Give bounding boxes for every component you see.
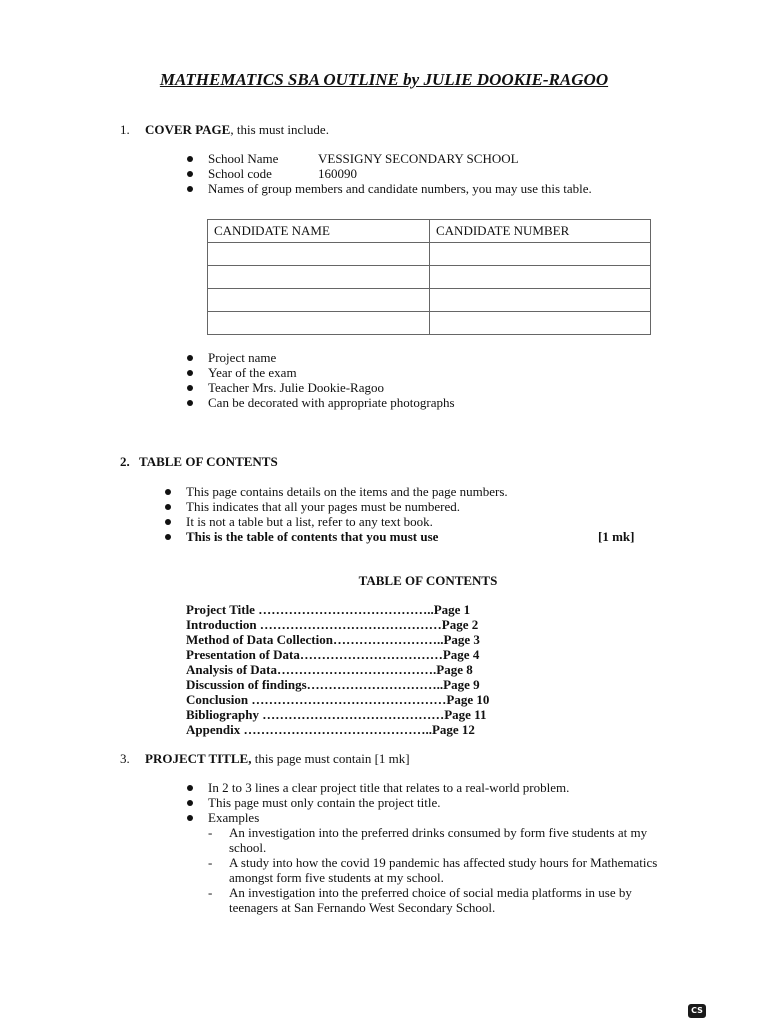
example-item (204, 855, 674, 885)
school-name-label: School Name (208, 151, 279, 166)
list-item (185, 166, 592, 181)
list-item-text: Year of the exam (208, 365, 297, 380)
table-row (208, 312, 651, 335)
list-item (185, 795, 569, 810)
mark-label: [1 mk] (598, 529, 635, 544)
section-title: TABLE OF CONTENTS (139, 454, 278, 469)
list-item-text: This indicates that all your pages must be numbered. (186, 499, 461, 514)
list-item (185, 181, 592, 196)
list-item-text: Names of group members and candidate numbers, you may use this table. (208, 181, 592, 196)
list-item (185, 350, 455, 365)
list-item (185, 151, 592, 166)
section-title: PROJECT TITLE, (145, 751, 252, 766)
table-cell (430, 289, 651, 312)
section-number: 2. (120, 454, 130, 469)
section-subtitle: , this must include. (230, 122, 329, 137)
table-cell (430, 312, 651, 335)
page-title: MATHEMATICS SBA OUTLINE by JULIE DOOKIE-RAGOO (159, 70, 609, 89)
list-item-text: In 2 to 3 lines a clear project title that relates to a real-world problem. (208, 780, 570, 795)
toc-entry: Analysis of Data……………………………….Page 8 (186, 662, 473, 677)
candidate-table (207, 219, 651, 335)
list-item-text: Examples (208, 810, 260, 825)
list-item-text: Can be decorated with appropriate photographs (208, 395, 455, 410)
list-item-text: A study into how the covid 19 pandemic has affected study hours for Mathematics amongst form five students at my school. (229, 855, 658, 885)
school-code-value: 160090 (318, 166, 357, 181)
cover-page-bullets (185, 151, 592, 196)
example-item (204, 885, 674, 915)
project-title-bullets (185, 780, 569, 825)
list-item (163, 514, 508, 529)
table-cell (430, 243, 651, 266)
toc-entry: Presentation of Data……………………………Page 4 (186, 647, 480, 662)
list-item (185, 380, 455, 395)
examples-list (204, 825, 674, 915)
table-cell (208, 266, 430, 289)
school-name-value: VESSIGNY SECONDARY SCHOOL (318, 151, 519, 166)
toc-entry: Discussion of findings…………………………..Page 9 (186, 677, 480, 692)
list-item-text: Project name (208, 350, 277, 365)
table-row (208, 289, 651, 312)
table-cell (208, 243, 430, 266)
table-cell (430, 266, 651, 289)
list-item-text: It is not a table but a list, refer to any text book. (186, 514, 433, 529)
table-row (208, 243, 651, 266)
toc-bullets (163, 484, 508, 544)
school-code-label: School code (208, 166, 272, 181)
list-item (185, 365, 455, 380)
list-item (163, 499, 508, 514)
section-3-heading (120, 751, 410, 767)
column-header-candidate-name: CANDIDATE NAME (208, 220, 430, 243)
list-item-text: Teacher Mrs. Julie Dookie-Ragoo (208, 380, 384, 395)
list-item-text: This is the table of contents that you must use (186, 529, 439, 544)
section-subtitle: this page must contain [1 mk] (251, 751, 410, 766)
cover-page-bullets-2 (185, 350, 455, 410)
list-item (185, 780, 569, 795)
toc-entry: Method of Data Collection……………………..Page 3 (186, 632, 480, 647)
list-item-text: This page must only contain the project title. (208, 795, 441, 810)
section-1-heading (120, 122, 329, 138)
example-item (204, 825, 674, 855)
column-header-candidate-number: CANDIDATE NUMBER (430, 220, 651, 243)
toc-entry: Introduction ……………………………………Page 2 (186, 617, 479, 632)
list-item (185, 810, 569, 825)
toc-entry: Bibliography ……………………………………Page 11 (186, 707, 487, 722)
list-item (163, 484, 508, 499)
section-number: 3. (120, 751, 130, 766)
toc-entry: Project Title …………………………………..Page 1 (186, 602, 471, 617)
table-cell (208, 289, 430, 312)
toc-list (186, 602, 489, 737)
list-item-text: An investigation into the preferred drinks consumed by form five students at my school. (229, 825, 648, 855)
table-cell (208, 312, 430, 335)
list-item (185, 395, 455, 410)
section-2-heading (120, 454, 278, 470)
section-title: COVER PAGE (145, 122, 231, 137)
list-item (163, 529, 508, 544)
table-row (208, 266, 651, 289)
toc-title: TABLE OF CONTENTS (358, 573, 498, 588)
section-number: 1. (120, 122, 130, 137)
toc-entry: Appendix ……………………………………..Page 12 (186, 722, 475, 737)
toc-entry: Conclusion ………………………………………Page 10 (186, 692, 490, 707)
list-item-text: This page contains details on the items and the page numbers. (186, 484, 508, 499)
list-item-text: An investigation into the preferred choice of social media platforms in use by teenagers at San Fernando West Secondary School. (229, 885, 632, 915)
table-header-row (208, 220, 651, 243)
camscanner-badge-icon: CS (688, 1004, 706, 1018)
